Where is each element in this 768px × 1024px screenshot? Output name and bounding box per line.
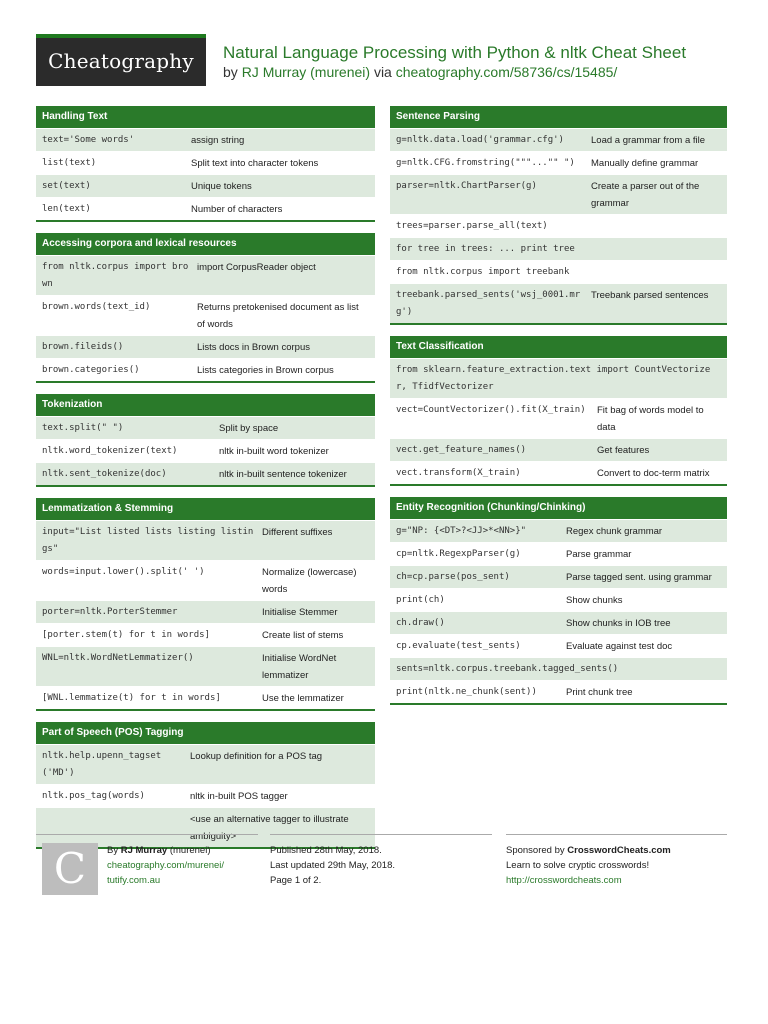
- description-cell: Load a grammar from a file: [591, 135, 706, 146]
- description-cell: Create a parser out of the grammar: [591, 181, 700, 209]
- table-row: [390, 588, 727, 611]
- description-cell: Show chunks in IOB tree: [566, 618, 671, 629]
- table-row: [36, 128, 375, 151]
- description-cell: Regex chunk grammar: [566, 526, 663, 537]
- table-row: [36, 784, 375, 807]
- section-part-of-speech-pos-tagging: [36, 722, 375, 849]
- table-row: [390, 565, 727, 588]
- code-cell: nltk.pos_tag(words): [42, 791, 145, 801]
- table-row: [390, 634, 727, 657]
- description-cell: Evaluate against test doc: [566, 641, 673, 652]
- code-cell: [porter.stem(t) for t in words]: [42, 630, 210, 640]
- table-row: [390, 680, 727, 703]
- table-row: [390, 461, 727, 484]
- table-row: [390, 214, 727, 237]
- description-cell: Initialise Stemmer: [262, 607, 338, 618]
- table-row: [390, 283, 727, 323]
- table-row: [390, 358, 727, 398]
- table-row: [36, 560, 375, 600]
- code-cell: from nltk.corpus import brown: [42, 262, 189, 289]
- description-cell: Use the lemmatizer: [262, 693, 344, 704]
- code-cell: len(text): [42, 204, 91, 214]
- code-cell: brown.fileids(): [42, 342, 124, 352]
- author-link[interactable]: RJ Murray (murenei): [241, 64, 371, 80]
- description-cell: assign string: [191, 135, 245, 146]
- code-cell: brown.words(text_id): [42, 302, 151, 312]
- code-cell: vect.get_feature_names(): [396, 445, 527, 455]
- code-cell: input="List listed lists listing listings": [42, 527, 254, 554]
- description-cell: Convert to doc-term matrix: [597, 468, 710, 479]
- sheet-url-link[interactable]: cheatography.com/58736/cs/15485/: [395, 64, 618, 80]
- code-cell: g=nltk.CFG.fromstring("""..."" "): [396, 158, 575, 168]
- section-accessing-corpora-and-lexical-resources: [36, 233, 375, 383]
- description-cell: Create list of stems: [262, 630, 344, 641]
- code-cell: cp.evaluate(test_sents): [396, 641, 521, 651]
- description-cell: Parse tagged sent. using grammar: [566, 572, 712, 583]
- description-cell: Fit bag of words model to data: [597, 405, 704, 433]
- code-cell: g=nltk.data.load('grammar.cfg'): [396, 135, 564, 145]
- section-sentence-parsing: [390, 106, 727, 325]
- code-cell: porter=nltk.PorterStemmer: [42, 607, 178, 617]
- table-row: [390, 657, 727, 680]
- table-row: [36, 295, 375, 335]
- description-cell: nltk in-built POS tagger: [190, 791, 288, 802]
- description-cell: Show chunks: [566, 595, 623, 606]
- description-cell: Lists docs in Brown corpus: [197, 342, 310, 353]
- footer-author-site-link[interactable]: tutify.com.au: [107, 875, 161, 886]
- code-cell: parser=nltk.ChartParser(g): [396, 181, 537, 191]
- section-title: Handling Text: [36, 106, 375, 128]
- description-cell: Parse grammar: [566, 549, 632, 560]
- cheatography-logo[interactable]: Cheatography: [36, 34, 206, 86]
- right-column: [390, 106, 727, 716]
- description-cell: Manually define grammar: [591, 158, 699, 169]
- description-cell: Initialise WordNet lemmatizer: [262, 653, 337, 681]
- description-cell: Lookup definition for a POS tag: [190, 751, 323, 762]
- section-title: Text Classification: [390, 336, 727, 358]
- sponsor-link[interactable]: http://crosswordcheats.com: [506, 875, 622, 886]
- description-cell: Print chunk tree: [566, 687, 633, 698]
- code-cell: print(ch): [396, 595, 445, 605]
- footer-author-name: RJ Murray: [120, 845, 168, 856]
- code-cell: WNL=nltk.WordNetLemmatizer(): [42, 653, 194, 663]
- table-row: [36, 439, 375, 462]
- section-entity-recognition-chunking-chinking: [390, 497, 727, 705]
- table-row: [36, 416, 375, 439]
- code-cell: nltk.sent_tokenize(doc): [42, 469, 167, 479]
- code-cell: for tree in trees: ... print tree: [396, 244, 575, 254]
- section-handling-text: [36, 106, 375, 222]
- table-row: [36, 197, 375, 220]
- description-cell: Get features: [597, 445, 650, 456]
- code-cell: text='Some words': [42, 135, 135, 145]
- footer-dates: Published 28th May, 2018. Last updated 29th May, 2018. Page 1 of 2.: [270, 834, 492, 904]
- code-cell: g="NP: {<DT>?<JJ>*<NN>}": [396, 526, 527, 536]
- footer-author: C By RJ Murray (murenei) cheatography.com/murenei/ tutify.com.au: [36, 834, 258, 904]
- code-cell: ch=cp.parse(pos_sent): [396, 572, 510, 582]
- table-row: [36, 646, 375, 686]
- code-cell: words=input.lower().split(' '): [42, 567, 205, 577]
- table-row: [390, 151, 727, 174]
- table-row: [390, 611, 727, 634]
- code-cell: from nltk.corpus import treebank: [396, 267, 570, 277]
- table-row: [36, 358, 375, 381]
- section-title: Sentence Parsing: [390, 106, 727, 128]
- code-cell: treebank.parsed_sents('wsj_0001.mrg'): [396, 290, 581, 317]
- table-row: [390, 542, 727, 565]
- code-cell: nltk.help.upenn_tagset ('MD'): [42, 751, 162, 778]
- table-row: [36, 520, 375, 560]
- section-title: Lemmatization & Stemming: [36, 498, 375, 520]
- section-tokenization: [36, 394, 375, 487]
- table-row: [390, 128, 727, 151]
- code-cell: [WNL.lemmatize(t) for t in words]: [42, 693, 221, 703]
- table-row: [36, 744, 375, 784]
- description-cell: Different suffixes: [262, 527, 333, 538]
- byline: by RJ Murray (murenei) via cheatography.com/58736/cs/15485/: [223, 64, 618, 80]
- table-row: [390, 237, 727, 260]
- description-cell: import CorpusReader object: [197, 262, 316, 273]
- table-row: [36, 151, 375, 174]
- table-row: [36, 623, 375, 646]
- description-cell: Number of characters: [191, 204, 283, 215]
- description-cell: Normalize (lowercase) words: [262, 567, 357, 595]
- code-cell: list(text): [42, 158, 97, 168]
- page-title: Natural Language Processing with Python & nltk Cheat Sheet: [223, 43, 687, 62]
- section-title: Entity Recognition (Chunking/Chinking): [390, 497, 727, 519]
- cheatography-c-logo: C: [42, 843, 98, 895]
- description-cell: nltk in-built sentence tokenizer: [219, 469, 347, 480]
- description-cell: nltk in-built word tokenizer: [219, 446, 329, 457]
- code-cell: ch.draw(): [396, 618, 445, 628]
- sponsor-name: CrosswordCheats.com: [567, 845, 671, 856]
- table-row: [390, 519, 727, 542]
- description-cell: Lists categories in Brown corpus: [197, 365, 334, 376]
- table-row: [36, 686, 375, 709]
- code-cell: brown.categories(): [42, 365, 140, 375]
- footer: [36, 834, 727, 904]
- description-cell: Treebank parsed sentences: [591, 290, 709, 301]
- section-text-classification: [390, 336, 727, 486]
- table-row: [36, 255, 375, 295]
- code-cell: vect=CountVectorizer().fit(X_train): [396, 405, 586, 415]
- code-cell: print(nltk.ne_chunk(sent)): [396, 687, 537, 697]
- table-row: [390, 398, 727, 438]
- code-cell: vect.transform(X_train): [396, 468, 521, 478]
- left-column: [36, 106, 375, 860]
- code-cell: set(text): [42, 181, 91, 191]
- footer-sponsor: Sponsored by CrosswordCheats.com Learn to solve cryptic crosswords! http://crosswordcheats.com: [506, 834, 727, 904]
- section-title: Part of Speech (POS) Tagging: [36, 722, 375, 744]
- section-title: Tokenization: [36, 394, 375, 416]
- table-row: [36, 462, 375, 485]
- code-cell: text.split(" "): [42, 423, 124, 433]
- description-cell: Returns pretokenised document as list of words: [197, 302, 359, 330]
- code-cell: cp=nltk.RegexpParser(g): [396, 549, 521, 559]
- table-row: [36, 335, 375, 358]
- table-row: [390, 260, 727, 283]
- table-row: [36, 174, 375, 197]
- code-cell: from sklearn.feature_extraction.text import CountVectorizer, TfidfVectorizer: [396, 365, 711, 392]
- footer-author-link[interactable]: cheatography.com/murenei/: [107, 860, 225, 871]
- description-cell: <use an alternative tagger to illustrate ambiguity>: [190, 814, 349, 842]
- table-row: [390, 174, 727, 214]
- section-lemmatization-stemming: [36, 498, 375, 711]
- code-cell: sents=nltk.corpus.treebank.tagged_sents(): [396, 664, 619, 674]
- table-row: [390, 438, 727, 461]
- description-cell: Split by space: [219, 423, 279, 434]
- description-cell: Split text into character tokens: [191, 158, 319, 169]
- table-row: [36, 600, 375, 623]
- section-title: Accessing corpora and lexical resources: [36, 233, 375, 255]
- description-cell: Unique tokens: [191, 181, 252, 192]
- code-cell: trees=parser.parse_all(text): [396, 221, 548, 231]
- code-cell: nltk.word_tokenizer(text): [42, 446, 178, 456]
